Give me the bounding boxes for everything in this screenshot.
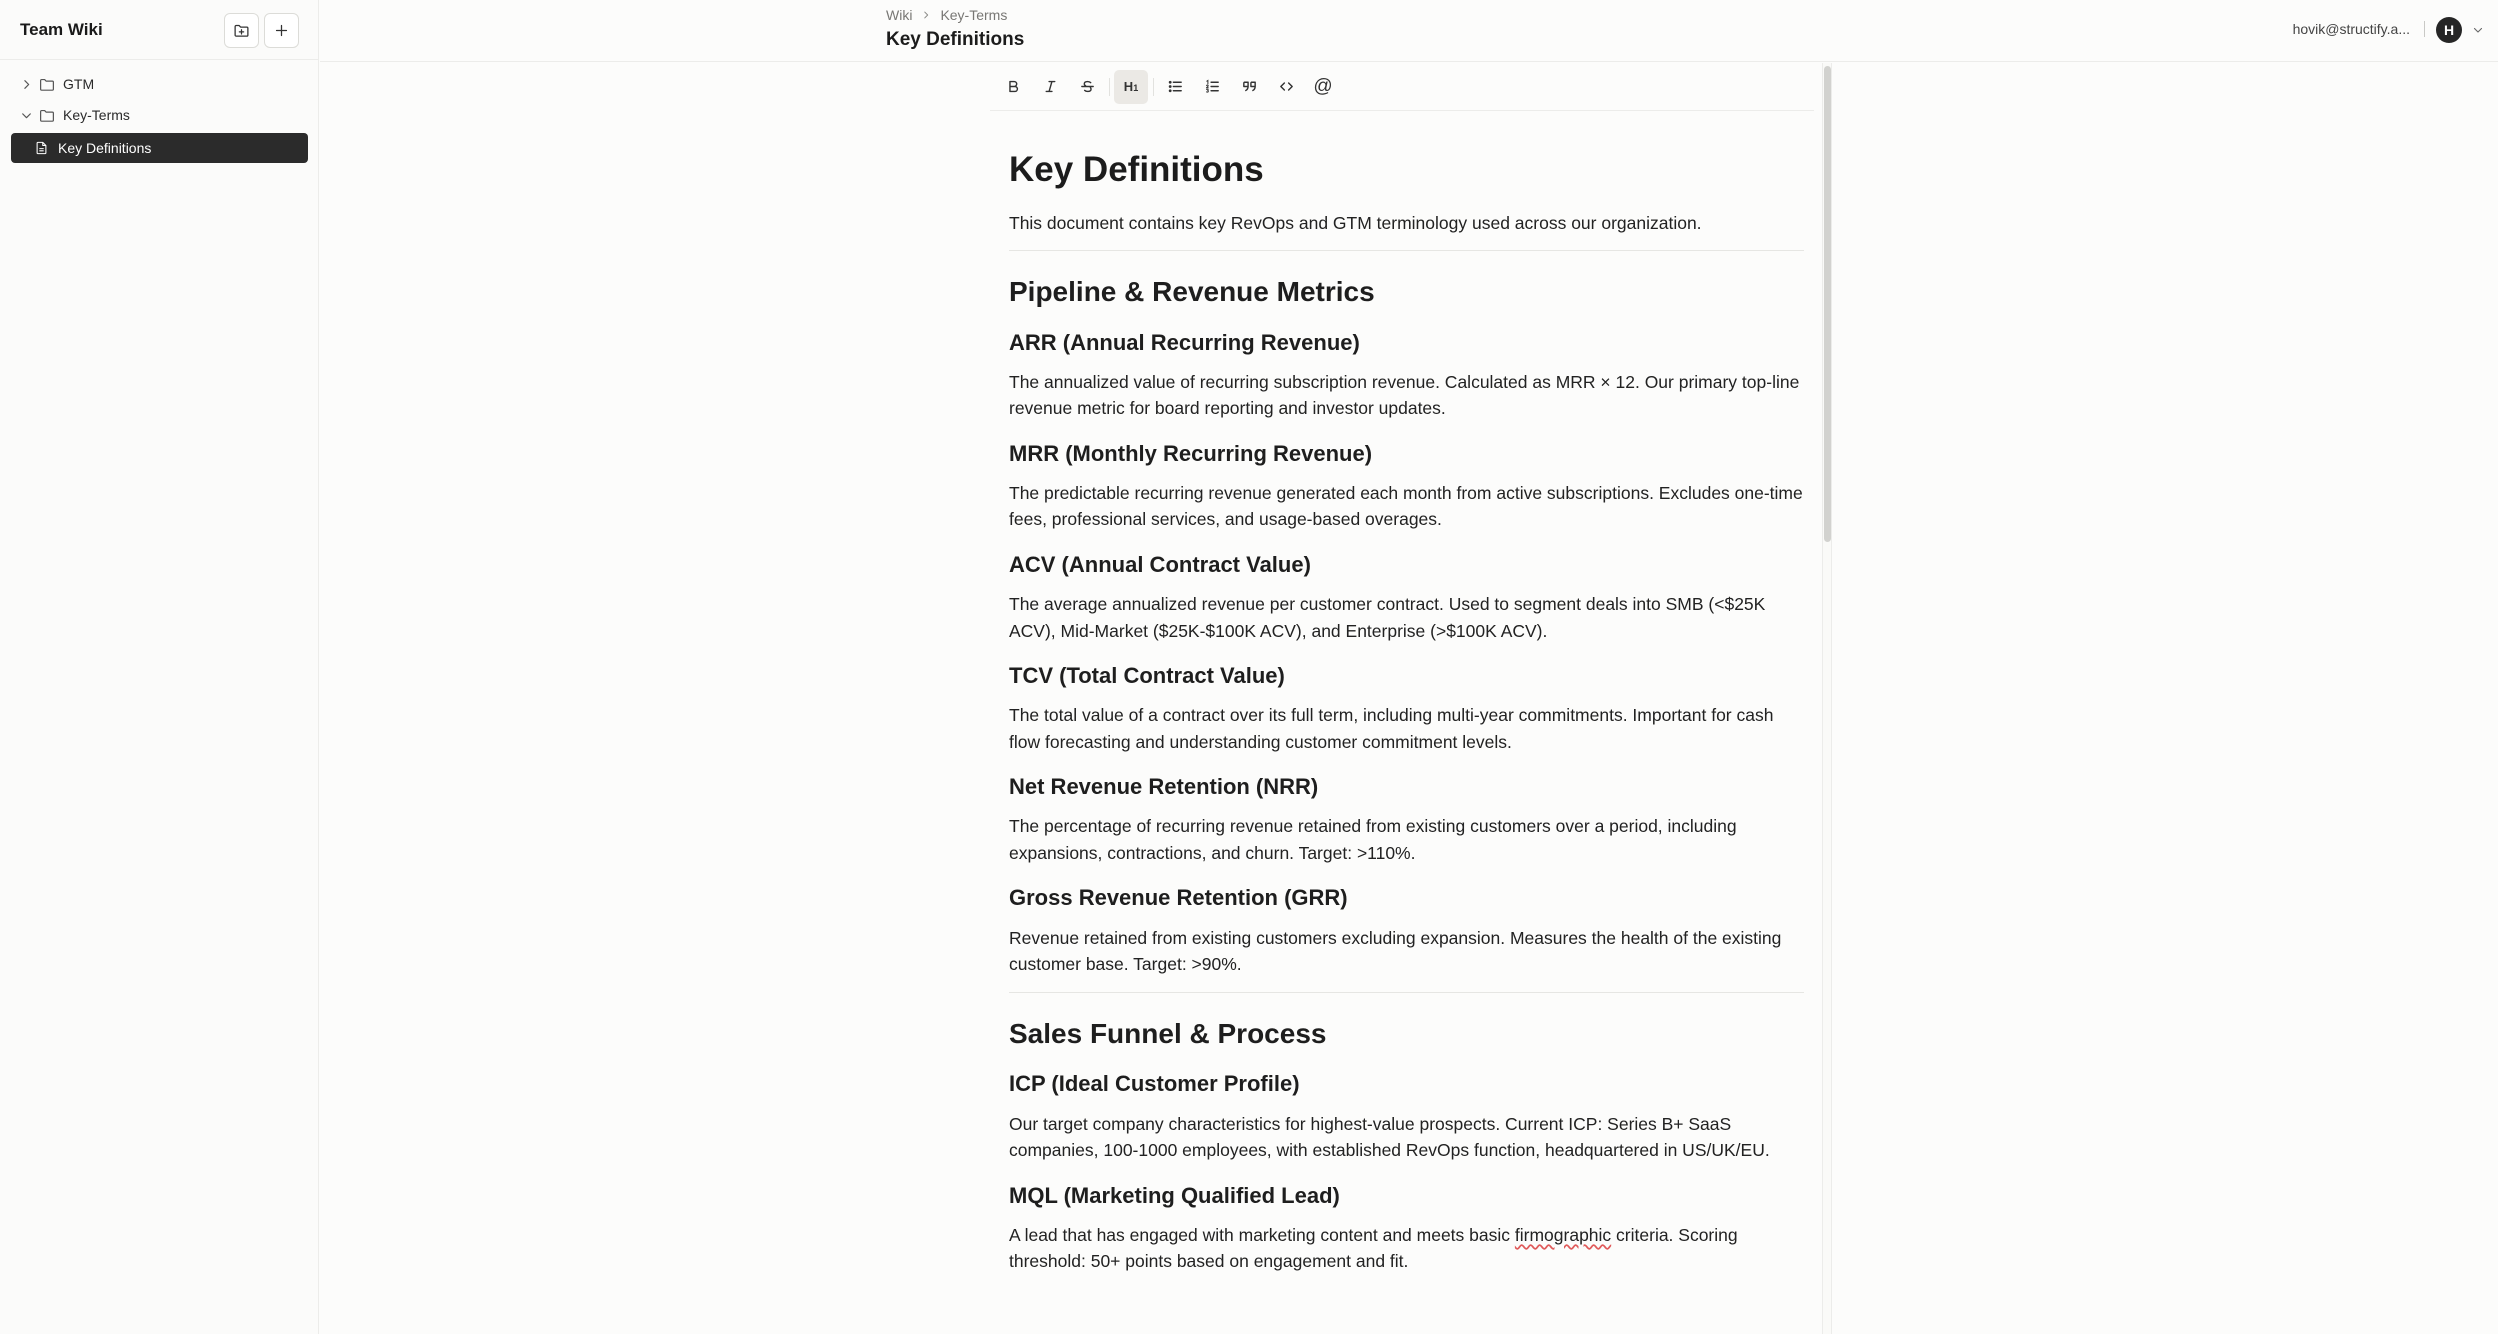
bold-icon: [1005, 78, 1022, 95]
folder-icon: [38, 107, 56, 124]
term-heading: ARR (Annual Recurring Revenue): [1009, 329, 1360, 355]
tree-folder-key-terms[interactable]: [0, 100, 318, 131]
term-definition: The predictable recurring revenue generated each month from active subscriptions. Excludes one-time fees, professional services, and usage-based overages.: [1009, 482, 1803, 530]
sidebar-header: [0, 0, 318, 60]
definition-text: A lead that has engaged with marketing content and meets basic: [1009, 1224, 1515, 1245]
term-definition: Revenue retained from existing customers excluding expansion. Measures the health of the existing customer base. Target: >90%.: [1009, 927, 1782, 975]
italic-button[interactable]: [1033, 70, 1067, 104]
code-icon: [1278, 78, 1295, 95]
tree-folder-gtm[interactable]: [0, 69, 318, 100]
document-intro: This document contains key RevOps and GTM terminology used across our organization.: [1009, 213, 1702, 234]
mention-button[interactable]: [1306, 70, 1340, 104]
term-heading: TCV (Total Contract Value): [1009, 663, 1285, 689]
strikethrough-icon: [1079, 78, 1096, 95]
heading-icon: H1: [1123, 79, 1139, 94]
toolbar-divider: [1109, 78, 1110, 96]
chevron-down-icon[interactable]: [20, 109, 33, 122]
numbered-list-button[interactable]: [1195, 70, 1229, 104]
term-definition: The percentage of recurring revenue retained from existing customers over a period, including expansions, contractions, and churn. Target: >110%.: [1009, 816, 1737, 863]
new-folder-button[interactable]: [224, 13, 259, 48]
document-icon: [34, 140, 49, 156]
top-bar: [320, 0, 2498, 62]
divider: [2424, 21, 2425, 37]
document-content[interactable]: [990, 111, 1805, 1275]
user-email[interactable]: hovik@structify.a...: [2292, 21, 2410, 37]
document-title: Key Definitions: [1009, 150, 1264, 189]
folder-plus-icon: [233, 22, 250, 39]
app-title: Team Wiki: [20, 19, 103, 39]
breadcrumb-key-terms[interactable]: Key-Terms: [940, 7, 1008, 23]
term-definition: The average annualized revenue per customer contract. Used to segment deals into SMB (<$25K ACV), Mid-Market ($25K-$100K ACV), and Enterprise (>$100K ACV).: [1009, 594, 1766, 641]
new-page-button[interactable]: [264, 13, 299, 48]
term-definition: The annualized value of recurring subscription revenue. Calculated as MRR × 12. Our primary top-line revenue metric for board reporting and investor updates.: [1009, 371, 1800, 419]
formatting-toolbar: [990, 63, 1814, 111]
sidebar: [0, 0, 319, 1334]
plus-icon: [273, 22, 290, 39]
bullet-list-button[interactable]: [1158, 70, 1192, 104]
term-heading: Gross Revenue Retention (GRR): [1009, 885, 1348, 911]
term-heading: MRR (Monthly Recurring Revenue): [1009, 440, 1373, 466]
section-divider: [1009, 992, 1804, 993]
tree-item-label: Key Definitions: [58, 140, 152, 156]
folder-icon: [38, 76, 56, 93]
chevron-right-icon: [921, 10, 931, 20]
heading-button[interactable]: [1114, 70, 1148, 104]
page-tree: [0, 60, 318, 163]
term-definition: [1009, 1222, 1804, 1275]
bullet-list-icon: [1167, 78, 1184, 95]
section-heading: Sales Funnel & Process: [1009, 1017, 1327, 1049]
code-button[interactable]: [1269, 70, 1303, 104]
quote-icon: [1241, 78, 1258, 95]
breadcrumb: [886, 7, 1007, 23]
tree-item-label: Key-Terms: [63, 107, 130, 123]
term-definition: Our target company characteristics for highest-value prospects. Current ICP: Series B+ SaaS companies, 100-1000 employees, with established RevOps function, headquartered in US/UK/EU.: [1009, 1113, 1770, 1161]
bold-button[interactable]: [996, 70, 1030, 104]
strikethrough-button[interactable]: [1070, 70, 1104, 104]
breadcrumb-wiki[interactable]: Wiki: [886, 7, 913, 23]
page-title: Key Definitions: [886, 29, 1025, 50]
term-heading: MQL (Marketing Qualified Lead): [1009, 1182, 1340, 1208]
term-heading: ACV (Annual Contract Value): [1009, 551, 1311, 577]
mention-icon: @: [1313, 75, 1333, 97]
spellcheck-flagged-word[interactable]: firmographic: [1514, 1224, 1612, 1245]
chevron-down-icon[interactable]: [2472, 24, 2484, 36]
section-heading: Pipeline & Revenue Metrics: [1009, 275, 1375, 307]
tree-page-key-definitions[interactable]: [11, 133, 308, 163]
editor: [990, 63, 1814, 1334]
avatar[interactable]: H: [2436, 17, 2462, 43]
scrollbar-thumb[interactable]: [1824, 66, 1831, 542]
term-definition: The total value of a contract over its full term, including multi-year commitments. Important for cash flow forecasting and understanding customer commitment levels.: [1009, 705, 1774, 752]
quote-button[interactable]: [1232, 70, 1266, 104]
italic-icon: [1042, 78, 1059, 95]
section-divider: [1009, 250, 1804, 251]
tree-item-label: GTM: [63, 76, 95, 92]
definition-text: criteria. Scoring threshold: 50+ points based on engagement and fit.: [1009, 1224, 1738, 1272]
chevron-right-icon[interactable]: [20, 78, 33, 91]
term-heading: ICP (Ideal Customer Profile): [1009, 1071, 1300, 1097]
term-heading: Net Revenue Retention (NRR): [1009, 774, 1319, 800]
toolbar-divider: [1153, 78, 1154, 96]
numbered-list-icon: [1204, 78, 1221, 95]
